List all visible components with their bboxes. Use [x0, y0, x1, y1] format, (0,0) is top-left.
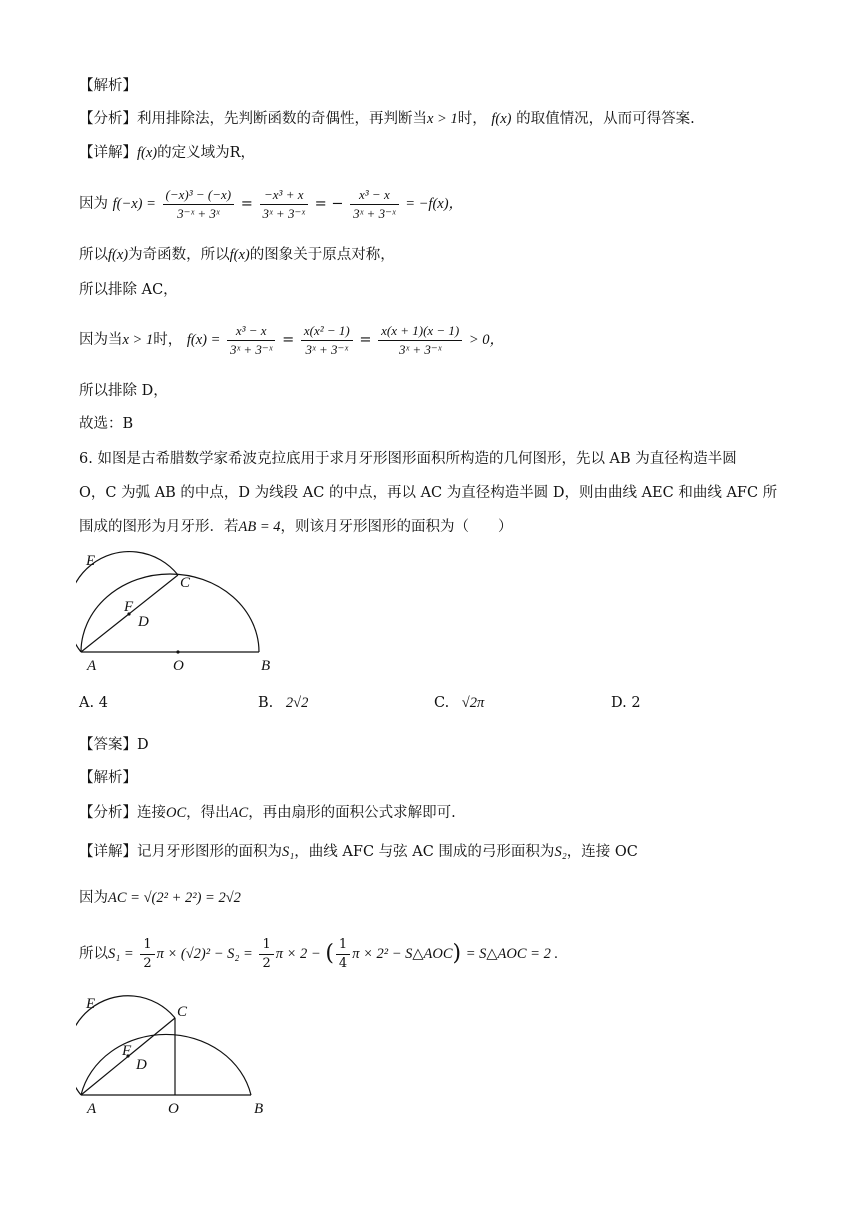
half-denominator: 2 — [143, 955, 152, 971]
fraction-6-numerator: x(x + 1)(x − 1) — [378, 322, 462, 341]
analysis-tag: 【分析】 — [79, 111, 137, 127]
fraction-1-numerator: (−x)³ − (−x) — [163, 186, 235, 205]
fraction-2-numerator: −x³ + x — [260, 186, 308, 205]
half-denominator-2: 2 — [262, 955, 271, 971]
question-condition: AB = 4 — [238, 519, 281, 535]
equation-2-lhs: f(x) = — [186, 332, 221, 348]
s1-middle: π × (√2)² − S₂ = — [156, 946, 253, 962]
answer-analysis-a: 连接 — [137, 805, 166, 821]
fraction-5 — [301, 322, 353, 359]
equation-rhs: = −f(x)， — [405, 196, 464, 212]
question-line-3 — [79, 517, 513, 537]
jiexi-heading: 【解析】 — [79, 78, 137, 94]
symbol-s2: S₂ — [554, 844, 567, 860]
exclude-ac-line: 所以排除 AC， — [79, 282, 178, 298]
analysis-text-c: 的取值情况，从而可得答案. — [516, 111, 695, 127]
fraction-6-denominator: 3ˣ + 3⁻ˣ — [398, 341, 442, 357]
label-e-2: E — [86, 996, 96, 1012]
because-text: 因为 — [79, 196, 108, 212]
detail-function: f(x) — [137, 145, 158, 161]
when-text: 时， — [153, 332, 183, 348]
fraction-2-denominator: 3ˣ + 3⁻ˣ — [262, 205, 305, 221]
label-f-2: F — [122, 1043, 132, 1059]
odd-function-line — [79, 245, 395, 265]
odd-function-1: f(x) — [108, 247, 129, 263]
analysis-line-1 — [79, 109, 695, 129]
fraction-1-denominator: 3⁻ˣ + 3ˣ — [177, 205, 220, 221]
quarter-numerator: 1 — [336, 936, 350, 955]
label-e: E — [86, 553, 96, 569]
choice-b-value: 2√2 — [285, 695, 309, 711]
answer-detail-tag: 【详解】 — [79, 844, 137, 860]
choice-c-value: √2π — [461, 695, 485, 711]
fraction-6 — [378, 322, 462, 359]
because-text-3: 因为 — [79, 890, 108, 906]
question-line-2: O，C 为弧 AB 的中点，D 为线段 AC 的中点，再以 AC 为直径构造半圆 D，则由曲线 AEC 和曲线 AFC 所 — [79, 485, 778, 501]
fraction-4-numerator: x³ − x — [227, 322, 275, 341]
answer-detail — [79, 842, 638, 862]
analysis-condition: x > 1 — [427, 111, 458, 127]
detail-tag: 【详解】 — [79, 145, 137, 161]
detail-line-1 — [79, 143, 255, 163]
odd-text-a: 所以 — [79, 247, 108, 263]
positive-check-equation — [79, 320, 504, 360]
answer-analysis — [79, 803, 456, 823]
answer-jiexi: 【解析】 — [79, 770, 137, 786]
detail-domain-text: 的定义域为R， — [157, 145, 256, 161]
choose-b-line: 故选：B — [79, 416, 134, 432]
quarter-fraction — [336, 936, 350, 973]
fraction-4 — [227, 322, 275, 359]
equation-2-rhs: > 0， — [468, 332, 505, 348]
exclude-d-line: 所以排除 D， — [79, 383, 168, 399]
fraction-3 — [350, 186, 398, 223]
answer-analysis-tag: 【分析】 — [79, 805, 137, 821]
choice-c-label: C. — [434, 695, 450, 711]
answer-detail-a: 记月牙形图形的面积为 — [137, 844, 282, 860]
label-c-2: C — [177, 1004, 188, 1020]
label-o: O — [173, 658, 184, 674]
choice-a[interactable]: A. 4 — [79, 695, 108, 711]
close-paren: ) — [452, 941, 462, 966]
fraction-4-denominator: 3ˣ + 3⁻ˣ — [229, 341, 273, 357]
question-line-1: 6. 如图是古希腊数学家希波克拉底用于求月牙形图形面积所构造的几何图形，先以 AB 为直径构造半圆 — [79, 451, 737, 467]
odd-text-b: 为奇函数，所以 — [128, 247, 230, 263]
label-b: B — [261, 658, 271, 674]
answer-analysis-b: ，得出 — [186, 805, 230, 821]
answer-analysis-c: ，再由扇形的面积公式求解即可. — [248, 805, 456, 821]
condition-2: x > 1 — [122, 332, 154, 348]
answer-detail-c: ，连接 OC — [566, 844, 638, 860]
s1-lhs: S₁ = — [108, 946, 134, 962]
half-fraction — [140, 936, 154, 973]
choice-b[interactable] — [258, 695, 308, 712]
half-numerator: 1 — [140, 936, 154, 955]
analysis-function: f(x) — [491, 111, 512, 127]
choice-b-label: B. — [258, 695, 274, 711]
analysis-text-a: 利用排除法，先判断函数的奇偶性，再判断当 — [137, 111, 427, 127]
analysis-text-b: 时， — [457, 111, 487, 127]
equals-sign-3: = — [359, 332, 372, 348]
label-f: F — [124, 599, 134, 615]
segment-ac: AC — [229, 805, 249, 821]
label-a-2: A — [87, 1101, 97, 1117]
lune-figure-2 — [76, 993, 286, 1121]
fraction-5-numerator: x(x² − 1) — [301, 322, 353, 341]
point-o — [176, 650, 179, 653]
half-fraction-2 — [259, 936, 273, 973]
equation-lhs: f(−x) = — [112, 196, 156, 212]
label-a: A — [87, 658, 97, 674]
equals-negative: = − — [314, 196, 344, 212]
label-d: D — [138, 614, 149, 630]
fraction-5-denominator: 3ˣ + 3⁻ˣ — [305, 341, 349, 357]
s1-end: = S△AOC = 2 . — [465, 946, 559, 962]
label-o-2: O — [168, 1101, 179, 1117]
odd-check-equation — [79, 184, 463, 224]
label-d-2: D — [136, 1057, 147, 1073]
label-c: C — [180, 575, 191, 591]
half-numerator-2: 1 — [259, 936, 273, 955]
area-equation-line — [79, 934, 558, 974]
answer-detail-b: ，曲线 AFC 与弦 AC 围成的弓形面积为 — [294, 844, 555, 860]
equals-sign-2: = — [282, 332, 295, 348]
s1-middle-2: π × 2 − — [275, 946, 321, 962]
choice-c[interactable] — [434, 695, 484, 712]
s1-paren-content: π × 2² − S△AOC — [352, 946, 453, 962]
quarter-denominator: 4 — [338, 955, 348, 971]
ac-length-equation: AC = √(2² + 2²) = 2√2 — [108, 890, 241, 906]
because-when-text: 因为当 — [79, 332, 123, 348]
ac-length-line — [79, 888, 241, 908]
segment-oc: OC — [166, 805, 187, 821]
semicircle-o-2 — [81, 1034, 251, 1095]
so-text: 所以 — [79, 946, 108, 962]
choice-d[interactable]: D. 2 — [611, 695, 641, 711]
equals-sign: = — [240, 196, 253, 212]
lune-figure-1 — [76, 550, 286, 678]
answer-tag: 【答案】D — [79, 737, 149, 753]
fraction-2 — [260, 186, 308, 223]
label-b-2: B — [254, 1101, 264, 1117]
open-paren: ( — [325, 941, 334, 966]
question-line-3-b: ，则该月牙形图形的面积为（ ） — [280, 519, 513, 535]
fraction-3-numerator: x³ − x — [350, 186, 398, 205]
symbol-s1: S₁ — [282, 844, 295, 860]
odd-function-2: f(x) — [229, 247, 250, 263]
semicircle-o — [81, 574, 259, 652]
fraction-3-denominator: 3ˣ + 3⁻ˣ — [353, 205, 396, 221]
odd-text-c: 的图象关于原点对称， — [249, 247, 395, 263]
fraction-1 — [163, 186, 235, 223]
question-line-3-a: 围成的图形为月牙形．若 — [79, 519, 239, 535]
